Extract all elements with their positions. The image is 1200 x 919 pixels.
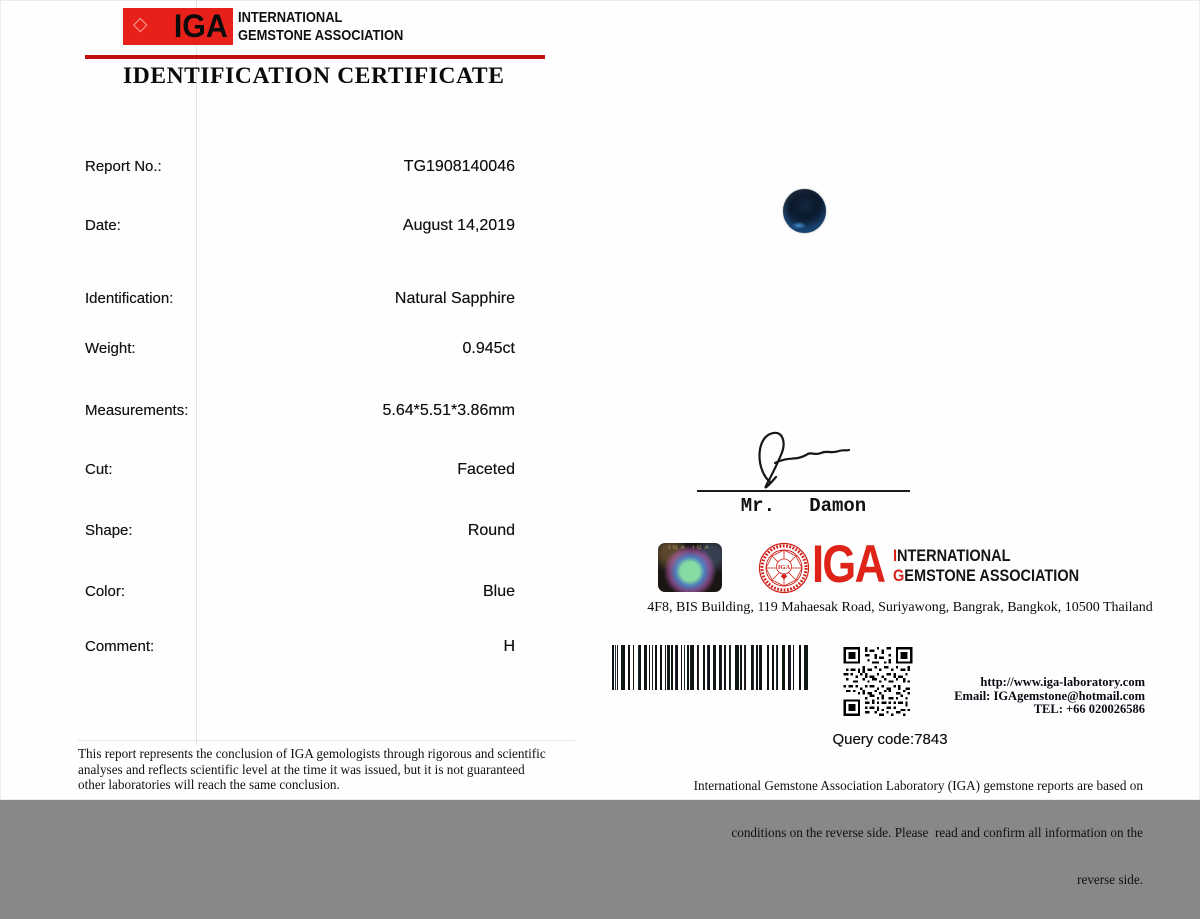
field-label: Date: xyxy=(85,217,121,234)
field-label: Weight: xyxy=(85,340,136,357)
disclaimer-line: other laboratories will reach the same conclusion. xyxy=(78,777,340,793)
disclaimer xyxy=(78,746,568,793)
website-url: http://www.iga-laboratory.com xyxy=(980,675,1145,689)
footer-iga-logo-text: IGA xyxy=(812,535,885,594)
field-label: Report No.: xyxy=(85,158,162,175)
reverse-note-line: International Gemstone Association Laboratory (IGA) gemstone reports are based on xyxy=(693,778,1143,794)
field-row-color xyxy=(85,583,515,603)
hologram-text: IGA IGA xyxy=(668,545,712,551)
footer-brand-line1: INTERNATIONAL xyxy=(893,547,1011,565)
brand-name-line2: GEMSTONE ASSOCIATION xyxy=(238,27,404,44)
field-value: 0.945ct xyxy=(462,340,515,357)
field-row-comment xyxy=(85,638,515,658)
signatory-name: Mr. Damon xyxy=(740,495,867,517)
field-value: August 14,2019 xyxy=(402,217,515,234)
reverse-note-line: reverse side. xyxy=(1077,871,1143,887)
disclaimer-rule xyxy=(78,740,575,741)
field-value: 5.64*5.51*3.86mm xyxy=(382,402,515,419)
qr-code xyxy=(843,647,913,716)
field-value: Natural Sapphire xyxy=(394,290,515,307)
field-row-measurements xyxy=(85,402,515,422)
iga-logo-text: IGA xyxy=(173,8,228,44)
field-label: Color: xyxy=(85,583,126,600)
query-code: Query code:7843 xyxy=(832,731,948,748)
field-row-cut xyxy=(85,461,515,481)
contact-tel: TEL: +66 020026586 xyxy=(1033,702,1145,716)
brand-name xyxy=(238,9,403,45)
field-label: Cut: xyxy=(85,461,113,478)
footer-brand-name xyxy=(893,546,1079,586)
iga-seal-icon xyxy=(758,542,810,594)
diamond-icon: ◇ xyxy=(133,14,148,35)
reverse-side-note xyxy=(673,747,1143,919)
barcode xyxy=(612,645,808,690)
field-row-report-no xyxy=(85,158,515,178)
field-row-identification xyxy=(85,290,515,310)
field-value: Blue xyxy=(482,583,515,600)
signature xyxy=(735,428,865,490)
iga-logo xyxy=(123,8,233,45)
contact-email: Email: IGAgemstone@hotmail.com xyxy=(954,688,1145,703)
field-label: Identification: xyxy=(85,290,174,307)
hologram-sticker xyxy=(658,543,722,592)
contact-info xyxy=(954,676,1145,717)
disclaimer-line: analyses and reflects scientific level at the time it was issued, but it is not guaranteed xyxy=(78,761,525,777)
disclaimer-line: This report represents the conclusion of IGA gemologists through rigorous and scientific xyxy=(78,746,546,761)
reverse-note-line: conditions on the reverse side. Please read and confirm all information on the xyxy=(731,824,1143,840)
field-value: Round xyxy=(467,522,515,539)
field-row-shape xyxy=(85,522,515,542)
fold-line xyxy=(196,0,197,745)
field-label: Shape: xyxy=(85,522,133,539)
header-rule xyxy=(85,55,545,59)
brand-name-line1: INTERNATIONAL xyxy=(238,9,343,26)
field-value: H xyxy=(503,638,515,655)
field-row-weight xyxy=(85,340,515,360)
field-label: Comment: xyxy=(85,638,155,655)
lab-address: 4F8, BIS Building, 119 Mahaesak Road, Suriyawong, Bangrak, Bangkok, 10500 Thailand xyxy=(647,600,1153,615)
page-title: IDENTIFICATION CERTIFICATE xyxy=(123,63,505,89)
svg-text:IGA: IGA xyxy=(777,564,791,571)
field-value: Faceted xyxy=(457,461,515,478)
gemstone-photo xyxy=(783,189,826,233)
field-label: Measurements: xyxy=(85,402,189,419)
field-value: TG1908140046 xyxy=(403,158,515,175)
field-row-date xyxy=(85,217,515,237)
signature-line xyxy=(697,490,910,492)
footer-brand-line2: GEMSTONE ASSOCIATION xyxy=(893,567,1080,585)
